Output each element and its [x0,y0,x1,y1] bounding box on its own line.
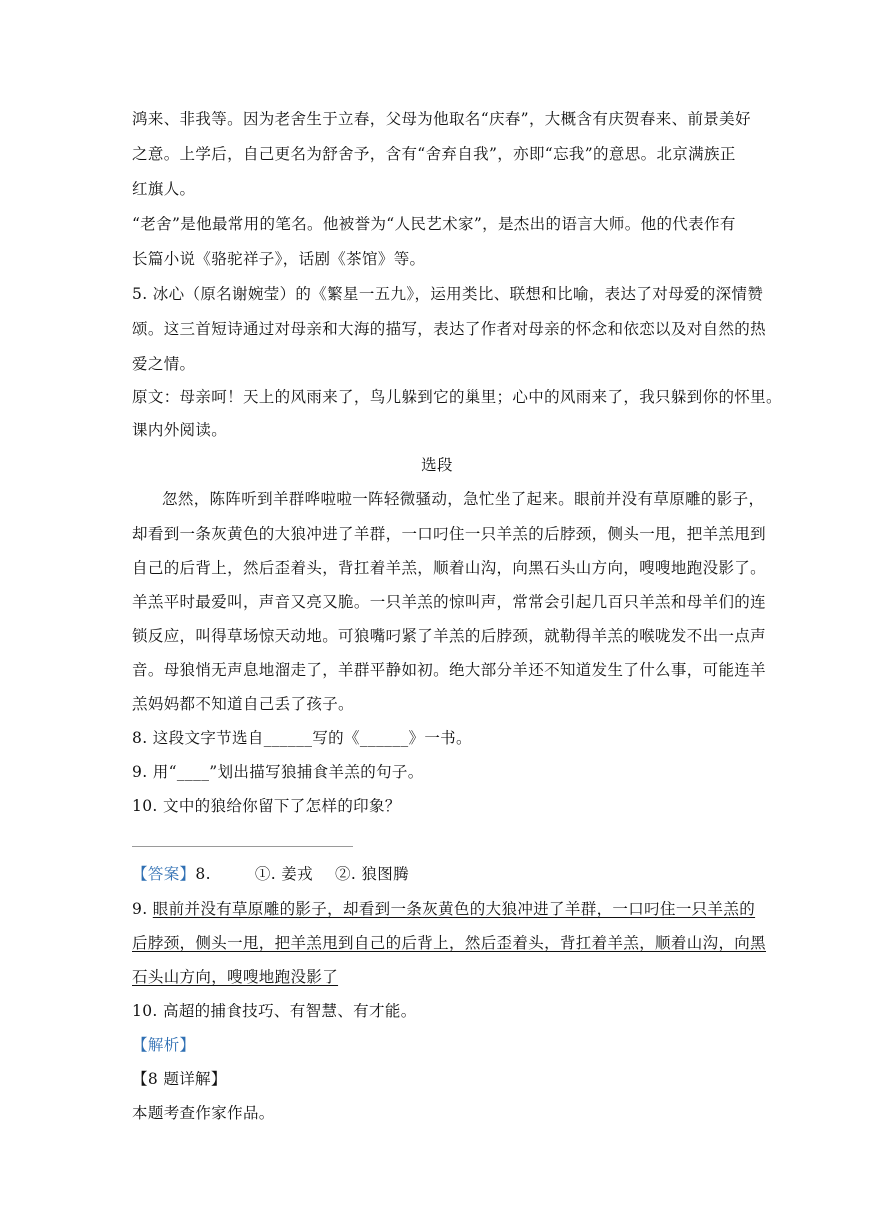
underlined-sentence: 眼前并没有草原雕的影子，却看到一条灰黄色的大狼冲进了羊群，一口叼住一只羊羔的 [152,900,756,918]
text-line: 鸿来、非我等。因为老舍生于立春，父母为他取名“庆春”，大概含有庆贺春来、前景美好 [132,110,751,128]
detail-tag: 【8 题详解】 [132,1070,227,1088]
question-9: 9. 用“____”划出描写狼捕食羊羔的句子。 [132,763,424,781]
text-line: 颂。这三首短诗通过对母亲和大海的描写，表达了作者对母亲的怀念和依恋以及对自然的热 [132,320,767,338]
question-8: 8. 这段文字节选自______写的《______》一书。 [132,729,472,747]
passage-line: 音。母狼悄无声息地溜走了，羊群平静如初。绝大部分羊还不知道发生了什么事，可能连羊 [132,661,767,679]
passage-line: 羊羔平时最爱叫，声音又亮又脆。一只羊羔的惊叫声，常常会引起几百只羊羔和母羊们的连 [132,593,767,611]
analysis-tag: 【解析】 [132,1036,196,1054]
passage-line: 却看到一条灰黄色的大狼冲进了羊群，一口叼住一只羊羔的后脖颈，侧头一甩，把羊羔甩到 [132,525,767,543]
text-line: 红旗人。 [132,180,196,198]
text-line: 原文：母亲呵！天上的风雨来了，鸟儿躲到它的巢里；心中的风雨来了，我只躲到你的怀里。 [132,388,782,406]
answer-tag: 【答案】 [132,865,196,883]
answer-option-2: ②. 狼图腾 [335,865,409,883]
text-line: 长篇小说《骆驼祥子》，话剧《茶馆》等。 [132,250,426,268]
section-heading: 课内外阅读。 [132,421,228,439]
answer-line-10: 10. 高超的捕食技巧、有智慧、有才能。 [132,1002,417,1020]
text-line: “老舍”是他最常用的笔名。他被誉为“人民艺术家”，是杰出的语言大师。他的代表作有 [132,215,736,233]
passage-title: 选段 [421,456,453,474]
passage-line: 忽然，陈阵听到羊群哗啦啦一阵轻微骚动，急忙坐了起来。眼前并没有草原雕的影子， [162,490,765,508]
answer-line-9 [132,898,756,920]
answer-line-8 [132,863,742,885]
answer-number: 8. [195,865,211,883]
text-line: 之意。上学后，自己更名为舒舍予，含有“舍弃自我”，亦即“忘我”的意思。北京满族正 [132,145,736,163]
text-line: 爱之情。 [132,355,196,373]
passage-line: 自己的后背上，然后歪着头，背扛着羊羔，顺着山沟，向黑石头山方向，嗖嗖地跑没影了。 [132,559,767,577]
underlined-sentence: 石头山方向，嗖嗖地跑没影了 [132,968,339,986]
answer-9-number: 9. [132,900,153,918]
question-10: 10. 文中的狼给你留下了怎样的印象？ [132,797,401,815]
text-line: 5. 冰心（原名谢婉莹）的《繁星一五九》，运用类比、联想和比喻，表达了对母爱的深情赞 [132,285,764,303]
passage-line: 羔妈妈都不知道自己丢了孩子。 [132,695,354,713]
passage-line: 锁反应，叫得草场惊天动地。可狼嘴叼紧了羊羔的后脖颈，就勒得羊羔的喉咙发不出一点声 [132,627,767,645]
detail-text: 本题考查作家作品。 [132,1104,275,1122]
underlined-sentence: 后脖颈，侧头一甩，把羊羔甩到自己的后背上，然后歪着头，背扛着羊羔，顺着山沟，向黑 [132,934,767,952]
underlined-sentence-end [132,966,742,988]
answer-option-1: ①. 姜戎 [254,865,314,883]
separator-rule [132,846,353,847]
